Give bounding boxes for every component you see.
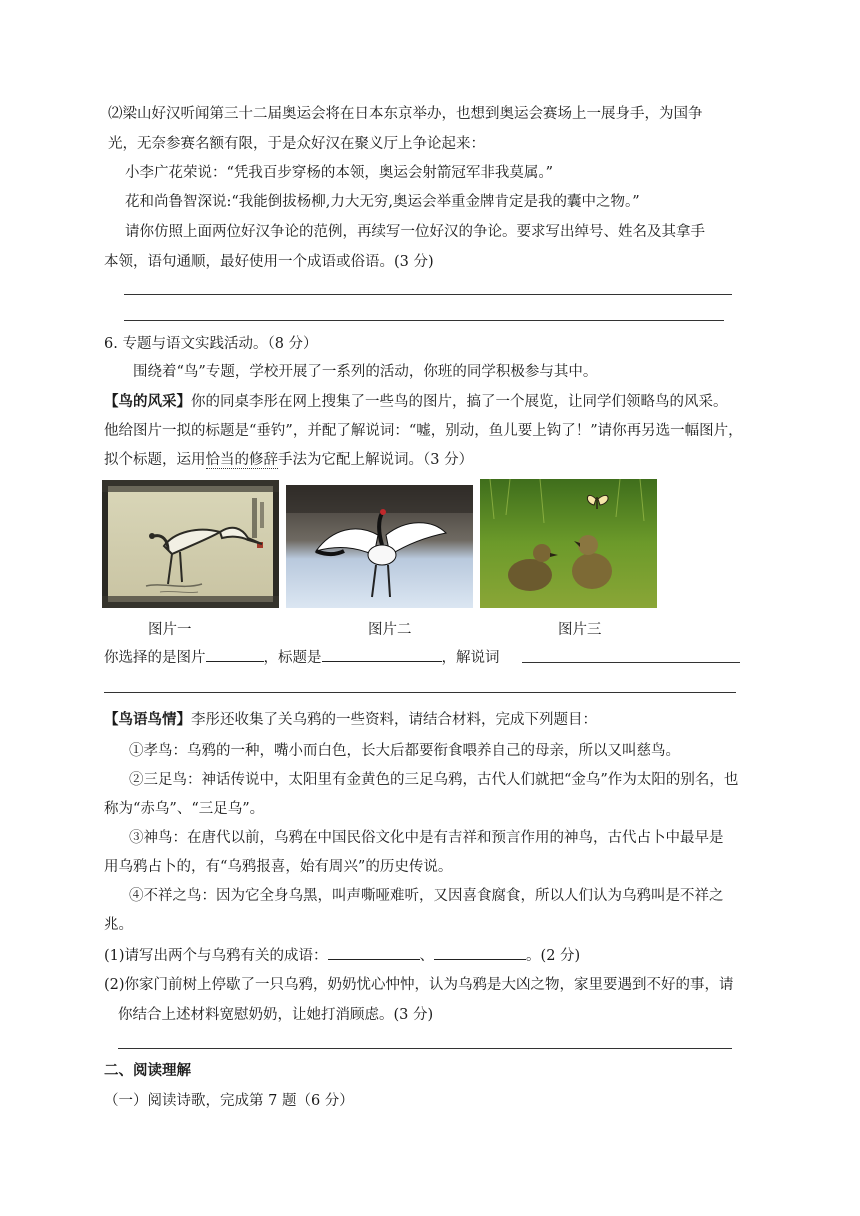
heron-ink-painting-image: [102, 480, 279, 608]
material-2b: 称为“赤乌”、“三足乌”。: [104, 801, 265, 817]
material-1: ①孝鸟：乌鸦的一种，嘴小而白色，长大后都要衔食喂养自己的母亲，所以又叫慈鸟。: [129, 743, 680, 759]
answer-prompt: ，标题是: [263, 650, 322, 666]
picture-caption: 图片一: [148, 622, 192, 638]
emphasis-text: 恰当的修辞: [205, 452, 278, 468]
idiom-blank-2[interactable]: [434, 945, 526, 960]
material-4a: ④不祥之鸟：因为它全身乌黑，叫声嘶哑难听，又因喜食腐食，所以人们认为乌鸦叫是不祥之: [129, 888, 724, 904]
q6-intro: 围绕着“鸟”专题，学校开展了一系列的活动，你班的同学积极参与其中。: [133, 364, 598, 380]
q6-part1-line1: [104, 392, 728, 412]
q6-part1-line3: [104, 450, 473, 470]
picture-heron: [102, 480, 279, 608]
answer-line[interactable]: [118, 1048, 732, 1049]
picture-crane: [286, 485, 473, 608]
q5-2-instruction2: 本领，语句通顺，最好使用一个成语或俗语。(3 分): [104, 254, 434, 270]
crane-on-snow-image: [286, 485, 473, 608]
section-2-heading: 二、阅读理解: [104, 1062, 191, 1079]
q6-answer-line: [104, 647, 500, 668]
subquestion-1: [104, 945, 580, 966]
q5-2-line1: ⑵梁山好汉听闻第三十二届奥运会将在日本东京举办，也想到奥运会赛场上一展身手，为国争: [108, 106, 703, 122]
picture-caption: 图片二: [368, 622, 412, 638]
q6-part1-line2: 他给图片一拟的标题是“垂钓”，并配了解说词：“嘘，别动，鱼儿要上钩了！”请你再另选一幅图片，: [104, 423, 743, 439]
picture-goslings: [480, 479, 657, 608]
answer-prompt: 你选择的是图片: [104, 650, 206, 666]
answer-line[interactable]: [104, 692, 736, 693]
subquestion-text: 。(2 分): [526, 948, 581, 964]
answer-line[interactable]: [124, 320, 724, 321]
section-tag: 【鸟的风采】: [104, 393, 191, 410]
subquestion-text: (1)请写出两个与乌鸦有关的成语：: [104, 948, 328, 964]
title-blank[interactable]: [322, 647, 442, 662]
q6-part2-intro: [104, 710, 597, 730]
material-3a: ③神鸟：在唐代以前，乌鸦在中国民俗文化中是有吉祥和预言作用的神鸟，古代占卜中最早是: [129, 830, 724, 846]
q6-heading: 6. 专题与语文实践活动。（8 分）: [104, 336, 318, 352]
subquestion-2b: 你结合上述材料宽慰奶奶，让她打消顾虑。(3 分): [118, 1007, 434, 1023]
idiom-blank-1[interactable]: [328, 945, 420, 960]
answer-line[interactable]: [124, 294, 732, 295]
part1-text: 你的同桌李彤在网上搜集了一些鸟的图片，搞了一个展览，让同学们领略鸟的风采。: [191, 394, 728, 410]
section-2-sub: （一）阅读诗歌，完成第 7 题（6 分）: [104, 1093, 354, 1109]
part1-text: 拟个标题，运用: [104, 452, 206, 468]
answer-prompt: ，解说词: [441, 650, 500, 666]
part2-text: 李彤还收集了关乌鸦的一些资料，请结合材料，完成下列题目：: [191, 712, 597, 728]
subquestion-2a: (2)你家门前树上停歇了一只乌鸦，奶奶忧心忡忡，认为乌鸦是大凶之物，家里要遇到不好的事，请: [104, 977, 734, 993]
material-3b: 用乌鸦占卜的，有“乌鸦报喜，始有周兴”的历史传说。: [104, 859, 453, 875]
material-4b: 兆。: [104, 917, 133, 933]
part1-text: 手法为它配上解说词。（3 分）: [278, 452, 474, 468]
q5-2-line2: 光，无奈参赛名额有限，于是众好汉在聚义厅上争论起来：: [108, 136, 485, 152]
q5-2-instruction1: 请你仿照上面两位好汉争论的范例，再续写一位好汉的争论。要求写出绰号、姓名及其拿手: [125, 224, 705, 240]
separator: 、: [419, 948, 435, 964]
q5-2-example1: 小李广花荣说：“凭我百步穿杨的本领，奥运会射箭冠军非我莫属。”: [125, 165, 554, 181]
commentary-blank[interactable]: [522, 662, 740, 663]
material-2a: ②三足鸟：神话传说中，太阳里有金黄色的三足乌鸦，古代人们就把“金乌”作为太阳的别名，也: [129, 772, 739, 788]
section-tag: 【鸟语鸟情】: [104, 711, 191, 728]
picture-choice-blank[interactable]: [206, 647, 264, 662]
picture-caption: 图片三: [558, 622, 602, 638]
q5-2-example2: 花和尚鲁智深说:“我能倒拔杨柳,力大无穷,奥运会举重金牌肯定是我的囊中之物。”: [125, 194, 640, 210]
goslings-and-butterfly-image: [480, 479, 657, 608]
